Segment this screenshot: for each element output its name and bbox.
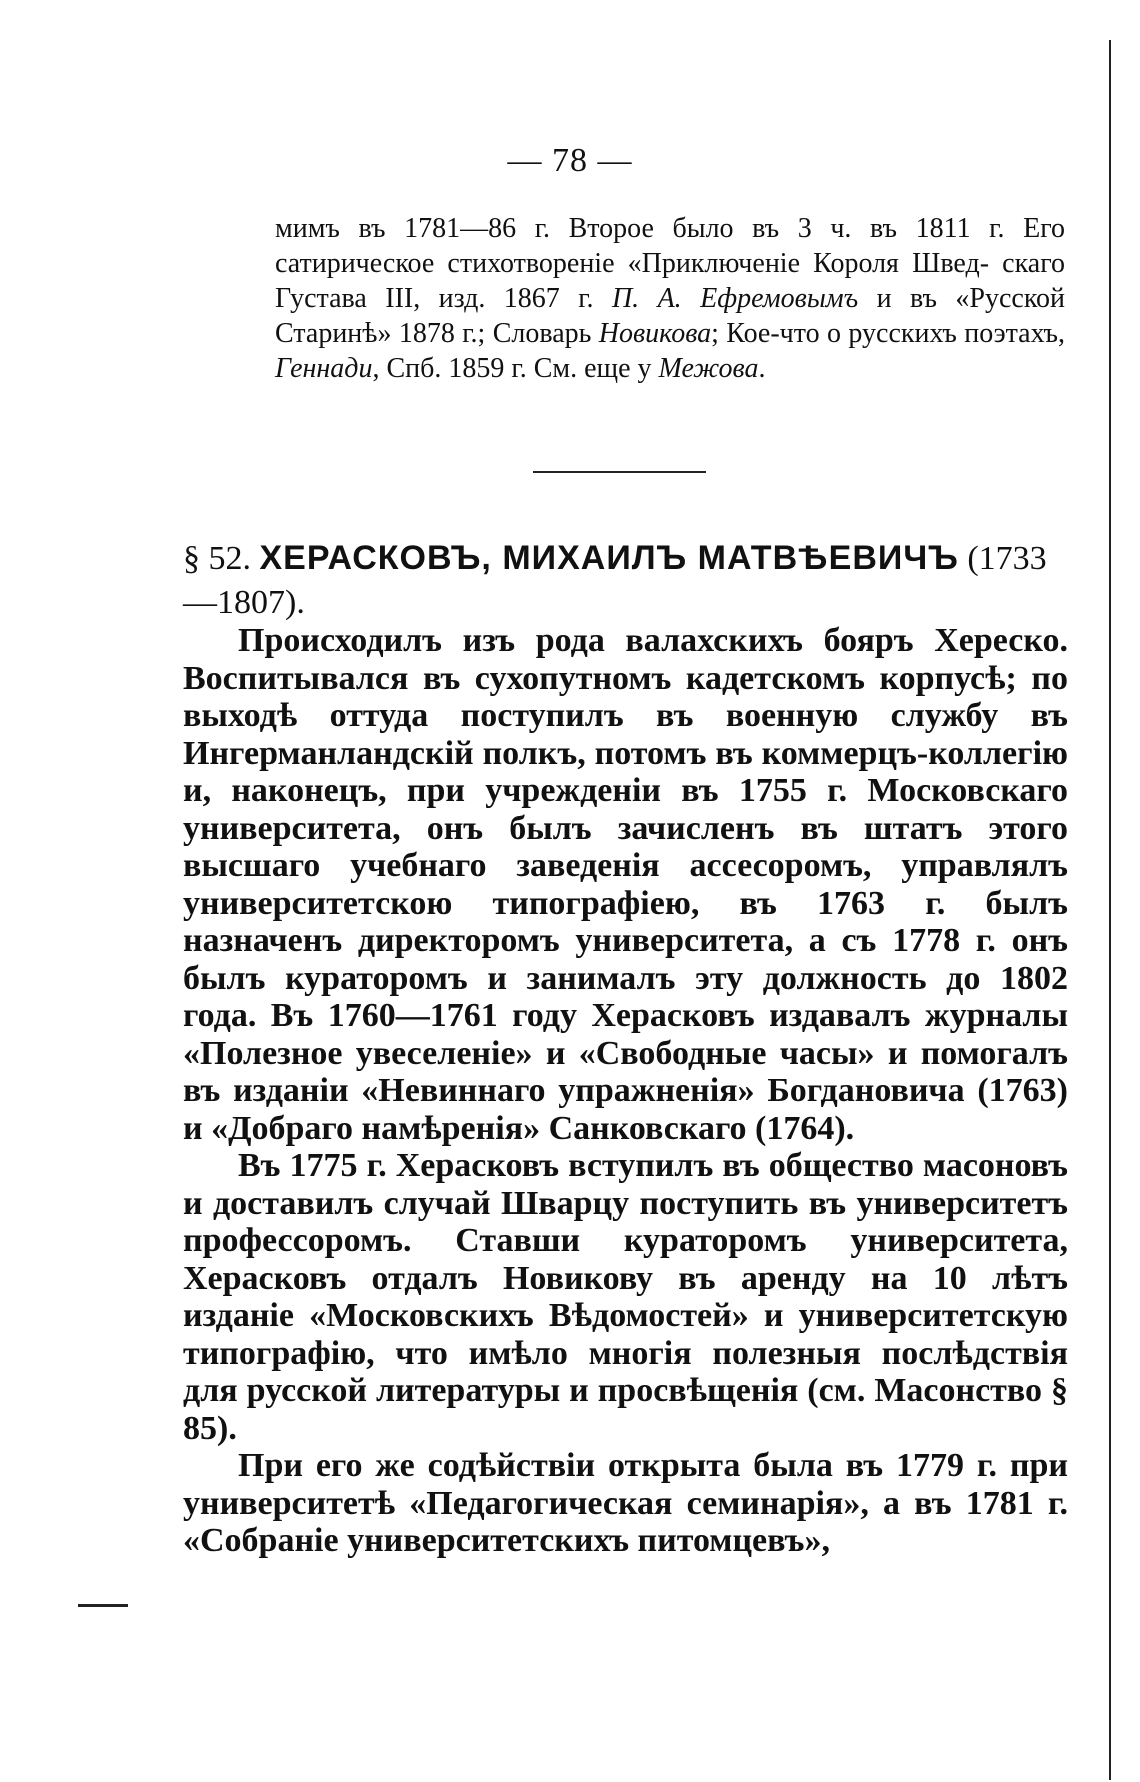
section-heading: [183, 536, 1068, 625]
footnote: [275, 211, 1065, 386]
section-years: (1733—1807).: [183, 540, 1047, 621]
footnote-line: скаго Густава III, изд. 1867 г.: [275, 248, 1065, 314]
paragraph: Въ 1775 г. Херасковъ вступилъ въ общество масоновъ и доставилъ случай Шварцу поступить въ университетъ профессоромъ. Ставши кураторомъ университета, Херасковъ отдалъ Новикову въ аренду на 10 лѣтъ изданіе «Московскихъ Вѣдомостей» и университетскую типографію, что имѣло многія полезныя послѣдствія для русской литературы и просвѣщенія (см. Масонство § 85).: [183, 1147, 1068, 1447]
footnote-author-name: Межова: [658, 353, 759, 384]
footnote-author-name: Новикова: [598, 318, 712, 349]
paragraph: При его же содѣйствіи открыта была въ 1779 г. при университетѣ «Педагогическая семинарія», а въ 1781 г. «Собраніе университетскихъ питомцевъ»,: [183, 1447, 1068, 1559]
footnote-line: и въ: [858, 283, 937, 314]
margin-mark: [78, 1604, 128, 1607]
footnote-line: , Спб. 1859 г. См. еще у: [372, 353, 652, 384]
footnote-line: сатирическое стихотвореніе «Приключеніе Короля Швед-: [275, 248, 990, 279]
footnote-line: ; Кое-что: [711, 318, 820, 349]
section-title-name: ХЕРАСКОВЪ, МИХАИЛЪ МАТВѢЕВИЧЪ: [259, 539, 959, 577]
footnote-line: мимъ въ 1781—86 г. Второе было въ 3 ч. въ 1811 г. Его: [275, 213, 1065, 244]
footnote-editor-name: П. А. Ефремовымъ: [611, 283, 859, 314]
footnote-line: «Русской Старинѣ» 1878 г.; Словарь: [275, 283, 1065, 349]
body-text: [183, 622, 1068, 1560]
section-separator-rule: [533, 471, 706, 473]
page-number: — 78 —: [507, 142, 633, 179]
section-number: § 52.: [183, 540, 251, 577]
page-binding-edge: [1109, 40, 1111, 1780]
footnote-text: [275, 211, 1065, 386]
footnote-author-name: Геннади: [275, 353, 373, 384]
footnote-line: о русскихъ поэтахъ,: [827, 318, 1066, 349]
footnote-line: .: [758, 353, 766, 384]
paragraph: Происходилъ изъ рода валахскихъ бояръ Хереско. Воспитывался въ сухопутномъ кадетскомъ корпусѣ; по выходѣ оттуда поступилъ въ военную службу въ Ингерманландскій полкъ, потомъ въ коммерцъ-коллегію и, наконецъ, при учрежденіи въ 1755 г. Московскаго университета, онъ былъ зачисленъ въ штатъ этого высшаго учебнаго заведенія ассесоромъ, управлялъ университетскою типографіею, въ 1763 г. былъ назначенъ директоромъ университета, а съ 1778 г. онъ былъ кураторомъ и занималъ эту должность до 1802 года. Въ 1760—1761 году Херасковъ издавалъ журналы «Полезное увеселеніе» и «Свободные часы» и помогалъ въ изданіи «Невиннаго упражненія» Богдановича (1763) и «Добраго намѣренія» Санковскаго (1764).: [183, 622, 1068, 1147]
